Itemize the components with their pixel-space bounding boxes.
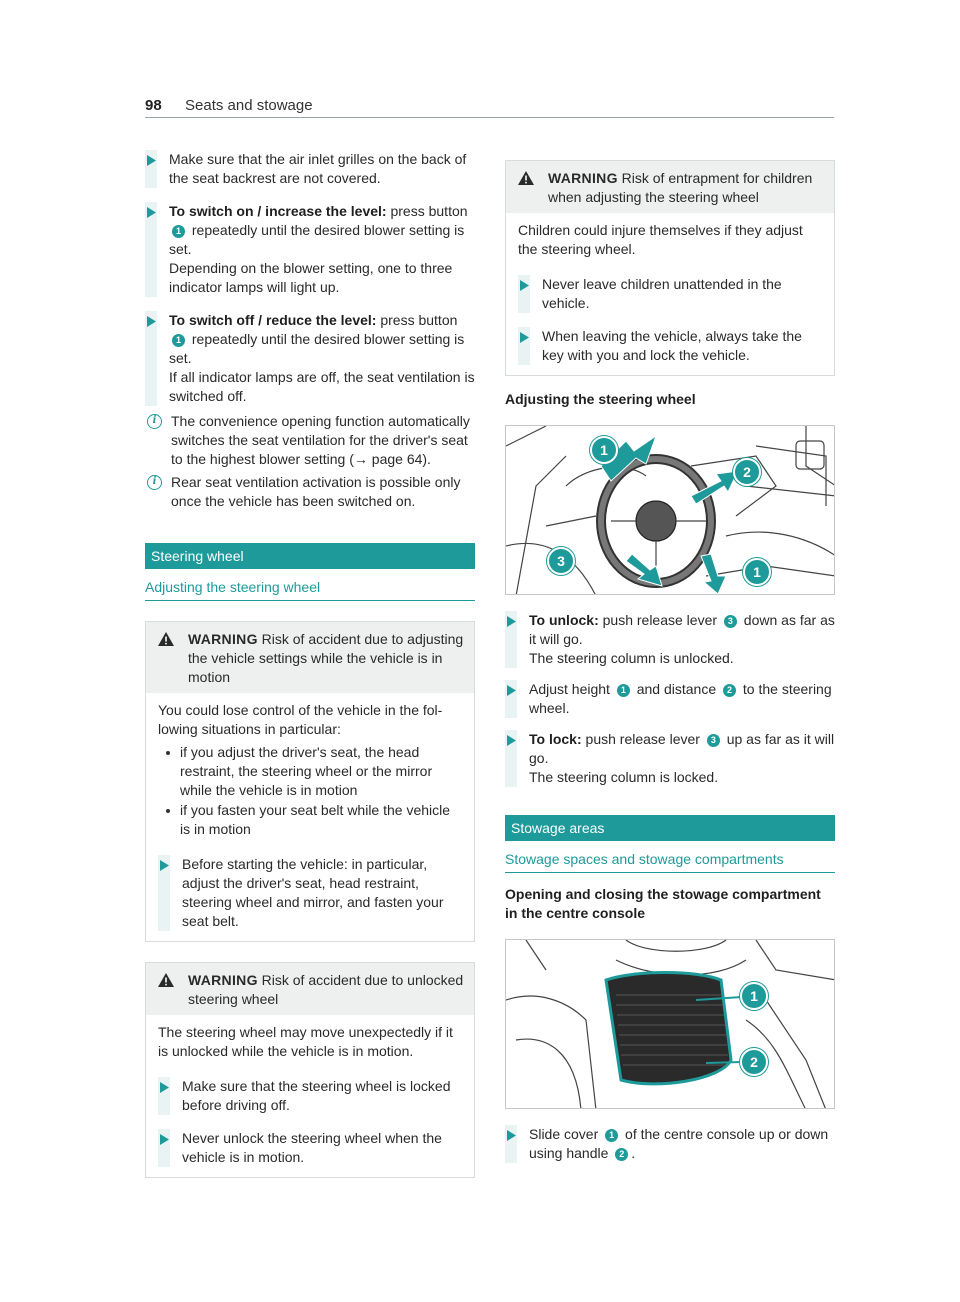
section-banner: Steering wheel [145, 543, 475, 569]
page-header [145, 96, 834, 118]
warning-body: You could lose control of the vehicle in the following situations in particular: if you adjust the driver's seat, the head restraint, the steering wheel or the mirror while the vehicle is in motion if you fasten your seat belt while the vehicle is in motion Before starting the vehicle: in particular, adjust the driver's seat, head restraint, steering wheel and mirror, and fasten your seat belt. [146, 693, 474, 941]
step-arrow-icon [518, 331, 530, 343]
step-arrow-icon [145, 206, 157, 218]
step-arrow-icon [158, 859, 170, 871]
centre-console-figure [505, 939, 835, 1109]
instruction-step [145, 311, 475, 406]
callout-number: 2 [615, 1148, 628, 1161]
step-arrow-icon [158, 1081, 170, 1093]
callout-number: 1 [172, 225, 185, 238]
warning-triangle-icon [518, 171, 534, 190]
warning-header [506, 161, 834, 213]
instruction-step: Make sure that the steering wheel is locked before driving off. [158, 1077, 464, 1115]
sub-heading: Stowage spaces and stowage compartments [505, 850, 835, 873]
left-column [145, 150, 475, 1178]
warning-title: Risk of entrapment for children when adjusting the steering wheel [548, 170, 813, 205]
instruction-step: Slide cover 1 of the centre console up or down using handle 2 . [505, 1125, 835, 1163]
step-text: Make sure that the air inlet grilles on the back of the seat backrest are not covered. [169, 151, 467, 186]
step-text: To switch off / reduce the level: press button 1 repeatedly until the desired blower setting is set. [169, 312, 465, 366]
chapter-title: Seats and stowage [185, 97, 313, 114]
warning-header [146, 963, 474, 1015]
warning-title: Risk of accident due to adjusting the vehicle settings while the vehicle is in motion [188, 631, 464, 685]
instruction-step: To lock: push release lever 3 up as far as it will go. The steering column is locked. [505, 730, 835, 787]
step-arrow-icon [505, 684, 517, 696]
info-icon: i [147, 414, 162, 429]
step-arrow-icon [145, 154, 157, 166]
right-column [505, 160, 835, 1163]
instruction-step: Before starting the vehicle: in particular, adjust the driver's seat, head restraint, steering wheel and mirror, and fasten your seat belt. [158, 855, 464, 931]
warning-box [145, 621, 475, 942]
info-icon: i [147, 475, 162, 490]
warning-title: Risk of accident due to unlocked steering wheel [188, 972, 464, 1007]
callout-1: 1 [590, 436, 618, 464]
callout-number: 3 [724, 615, 737, 628]
warning-body: Children could injure themselves if they adjust the steering wheel. Never leave children unattended in the vehicle. When leaving the vehicle, always take the key with you and lock the vehicle. [506, 213, 834, 375]
section-banner: Stowage areas [505, 815, 835, 841]
step-label: To switch on / increase the level: [169, 203, 387, 219]
step-label: To unlock: [529, 612, 599, 628]
centre-console-illustration [506, 940, 835, 1109]
instruction-step [145, 150, 475, 188]
step-label: To lock: [529, 731, 582, 747]
callout-1: 1 [740, 982, 768, 1010]
list-item: if you adjust the driver's seat, the head restraint, the steering wheel or the mirror while the vehicle is in motion [158, 743, 464, 800]
instruction-step: To unlock: push release lever 3 down as far as it will go. The steering column is unlocked. [505, 611, 835, 668]
step-arrow-icon [505, 734, 517, 746]
callout-2: 2 [733, 458, 761, 486]
sub-sub-heading: Opening and closing the stowage compartment in the centre console [505, 886, 821, 921]
warning-triangle-icon [158, 632, 174, 651]
callout-number: 1 [617, 684, 630, 697]
sub-heading: Adjusting the steering wheel [145, 578, 475, 601]
callout-number: 1 [172, 334, 185, 347]
warning-label: WARNING [188, 631, 258, 647]
list-item: if you fasten your seat belt while the vehicle is in motion [158, 801, 464, 839]
step-result: Depending on the blower setting, one to three indicator lamps will light up. [169, 260, 453, 295]
warning-box [145, 962, 475, 1178]
callout-number: 2 [723, 684, 736, 697]
sub-sub-heading: Adjusting the steering wheel [505, 391, 696, 407]
page-number: 98 [145, 97, 162, 114]
step-arrow-icon [518, 279, 530, 291]
callout-2: 2 [740, 1048, 768, 1076]
info-note: i Rear seat ventilation activation is possible only once the vehicle has been switched on. [145, 473, 475, 511]
warning-header [146, 622, 474, 693]
step-arrow-icon [505, 1129, 517, 1141]
page-reference-link[interactable]: (→ page 64). [349, 451, 431, 467]
warning-label: WARNING [188, 972, 258, 988]
warning-bullets [158, 743, 464, 839]
instruction-step: Never leave children unattended in the vehicle. [518, 275, 824, 313]
callout-number: 3 [707, 734, 720, 747]
callout-3: 3 [547, 547, 575, 575]
instruction-step: Never unlock the steering wheel when the vehicle is in motion. [158, 1129, 464, 1167]
step-label: To switch off / reduce the level: [169, 312, 377, 328]
warning-body: The steering wheel may move unexpectedly if it is unlocked while the vehicle is in motion. Make sure that the steering wheel is locked before driving off. Never unlock the steering wheel when the vehicle is in motion. [146, 1015, 474, 1177]
step-arrow-icon [158, 1133, 170, 1145]
step-text: To switch on / increase the level: press button 1 repeatedly until the desired blower setting is set. [169, 203, 468, 257]
instruction-step: Adjust height 1 and distance 2 to the steering wheel. [505, 680, 835, 718]
step-result: If all indicator lamps are off, the seat ventilation is switched off. [169, 369, 475, 404]
warning-triangle-icon [158, 973, 174, 992]
step-arrow-icon [145, 315, 157, 327]
callout-number: 1 [605, 1129, 618, 1142]
info-note: i The convenience opening function automatically switches the seat ventilation for the driver's seat to the highest blower setting (→ page 64). [145, 412, 475, 469]
warning-box [505, 160, 835, 376]
steering-wheel-figure [505, 425, 835, 595]
instruction-step: When leaving the vehicle, always take the key with you and lock the vehicle. [518, 327, 824, 365]
warning-label: WARNING [548, 170, 618, 186]
instruction-step [145, 202, 475, 297]
callout-1: 1 [743, 558, 771, 586]
step-arrow-icon [505, 615, 517, 627]
